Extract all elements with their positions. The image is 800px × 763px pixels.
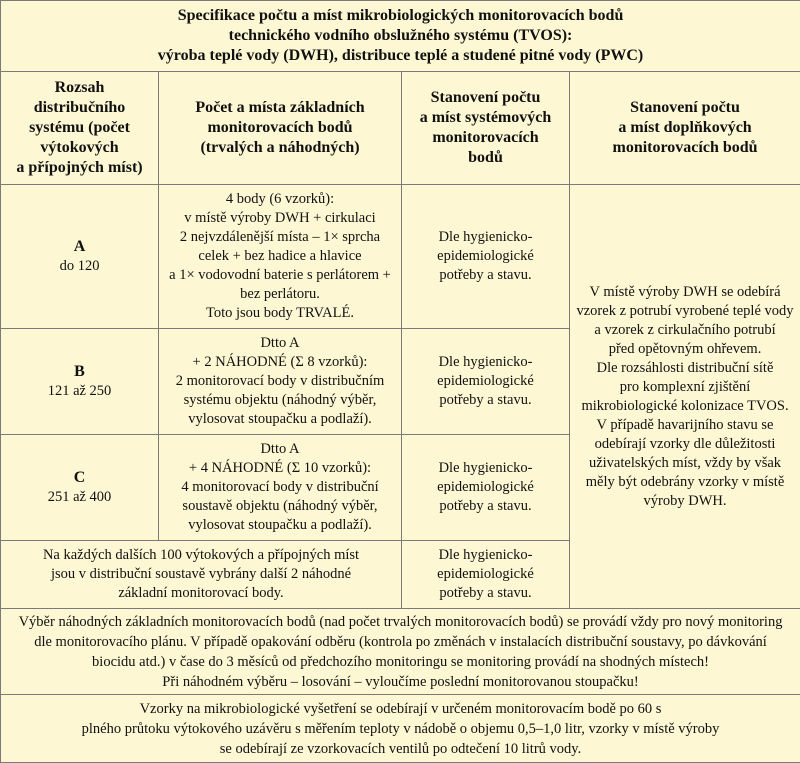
cell-line: Dle hygienicko- — [408, 228, 563, 247]
cell-line: Dtto A — [165, 440, 395, 459]
cell-line: a vzorek z cirkulačního potrubí — [576, 321, 794, 340]
basic-points-c — [159, 435, 402, 541]
cell-line: Dle hygienicko- — [408, 546, 563, 565]
header-range — [1, 72, 159, 185]
note-line: biocidu atd.) v čase do 3 měsíců od předchozího monitoringu se monitoring provádí na shodných místech! — [7, 652, 794, 672]
note-line: Výběr náhodných základních monitorovacích bodů (nad počet trvalých monitorovacích bodů) se provádí vždy pro nový monitoring — [7, 612, 794, 632]
cell-line: potřeby a stavu. — [408, 497, 563, 516]
header-line: Stanovení počtu — [576, 98, 794, 118]
cell-line: soustavě objektu (náhodný výběr, — [165, 497, 395, 516]
table-title — [1, 1, 800, 72]
header-line: monitorovacích bodů — [576, 138, 794, 158]
cell-line: epidemiologické — [408, 478, 563, 497]
extra-points-cell — [1, 541, 402, 609]
cell-line: + 2 NÁHODNÉ (Σ 8 vzorků): — [165, 353, 395, 372]
range-cell-a — [1, 185, 159, 329]
cell-line: uživatelských míst, vždy by však — [576, 454, 794, 473]
range-cell-b — [1, 329, 159, 435]
cell-line: vylosovat stoupačku a podlaží). — [165, 410, 395, 429]
cell-line: V případě havarijního stavu se — [576, 416, 794, 435]
header-line: systému (počet — [7, 118, 152, 138]
cell-line: celek + bez hadice a hlavice — [165, 247, 395, 266]
cell-line: vzorek z potrubí vyrobené teplé vody — [576, 302, 794, 321]
cell-line: 2 nejvzdálenější místa – 1× sprcha — [165, 228, 395, 247]
cell-line: Dtto A — [165, 334, 395, 353]
header-line: monitorovacích — [408, 128, 563, 148]
cell-line: Dle hygienicko- — [408, 459, 563, 478]
cell-line: pro komplexní zjištění — [576, 378, 794, 397]
group-label: A — [7, 237, 152, 257]
group-label: B — [7, 362, 152, 382]
cell-line: jsou v distribuční soustavě vybrány další 2 náhodné — [7, 565, 395, 584]
system-points-a — [402, 185, 570, 329]
basic-points-b — [159, 329, 402, 435]
header-line: Stanovení počtu — [408, 88, 563, 108]
note-line: Vzorky na mikrobiologické vyšetření se odebírají v určeném monitorovacím bodě po 60 s — [7, 699, 794, 719]
header-line: výtokových — [7, 138, 152, 158]
system-points-c — [402, 435, 570, 541]
header-system-points — [402, 72, 570, 185]
note-line: se odebírají ze vzorkovacích ventilů po odtečení 10 litrů vody. — [7, 739, 794, 759]
system-points-extra — [402, 541, 570, 609]
header-line: a přípojných míst) — [7, 158, 152, 178]
cell-line: základní monitorovací body. — [7, 584, 395, 603]
header-line: bodů — [408, 148, 563, 168]
cell-line: 4 body (6 vzorků): — [165, 190, 395, 209]
footnote-sampling — [1, 695, 800, 763]
footnote-random-selection — [1, 609, 800, 695]
range-value: 121 až 250 — [7, 382, 152, 401]
basic-points-a — [159, 185, 402, 329]
cell-line: Dle hygienicko- — [408, 353, 563, 372]
header-line: distribučního — [7, 98, 152, 118]
title-line: technického vodního obslužného systému (TVOS): — [7, 26, 794, 46]
cell-line: v místě výroby DWH + cirkulaci — [165, 209, 395, 228]
note-line: Při náhodném výběru – losování – vyloučíme poslední monitorovanou stoupačku! — [7, 672, 794, 692]
cell-line: a 1× vodovodní baterie s perlátorem + — [165, 266, 395, 285]
header-line: a míst doplňkových — [576, 118, 794, 138]
cell-line: 4 monitorovací body v distribuční — [165, 478, 395, 497]
cell-line: 2 monitorovací body v distribučním — [165, 372, 395, 391]
system-points-b — [402, 329, 570, 435]
header-line: a míst systémových — [408, 108, 563, 128]
cell-line: V místě výroby DWH se odebírá — [576, 283, 794, 302]
cell-line: bez perlátoru. — [165, 285, 395, 304]
cell-line: systému objektu (náhodný výběr, — [165, 391, 395, 410]
note-line: dle monitorovacího plánu. V případě opakování odběru (kontrola po změnách v instalacích distribuční soustavy, po dávkování — [7, 632, 794, 652]
header-line: monitorovacích bodů — [165, 118, 395, 138]
header-basic-points — [159, 72, 402, 185]
cell-line: Dle rozsáhlosti distribuční sítě — [576, 359, 794, 378]
cell-line: epidemiologické — [408, 247, 563, 266]
cell-line: epidemiologické — [408, 565, 563, 584]
range-cell-c — [1, 435, 159, 541]
supplementary-points-cell — [570, 185, 800, 609]
cell-line: vylosovat stoupačku a podlaží). — [165, 516, 395, 535]
range-value: 251 až 400 — [7, 488, 152, 507]
cell-line: Toto jsou body TRVALÉ. — [165, 304, 395, 323]
cell-line: + 4 NÁHODNÉ (Σ 10 vzorků): — [165, 459, 395, 478]
group-label: C — [7, 468, 152, 488]
header-line: Rozsah — [7, 78, 152, 98]
header-line: (trvalých a náhodných) — [165, 138, 395, 158]
cell-line: epidemiologické — [408, 372, 563, 391]
range-value: do 120 — [7, 257, 152, 276]
header-supplementary-points — [570, 72, 800, 185]
cell-line: měly být odebrány vzorky v místě — [576, 473, 794, 492]
title-line: výroba teplé vody (DWH), distribuce teplé a studené pitné vody (PWC) — [7, 46, 794, 66]
cell-line: před opětovným ohřevem. — [576, 340, 794, 359]
cell-line: výroby DWH. — [576, 492, 794, 511]
title-line: Specifikace počtu a míst mikrobiologických monitorovacích bodů — [7, 6, 794, 26]
cell-line: mikrobiologické kolonizace TVOS. — [576, 397, 794, 416]
cell-line: potřeby a stavu. — [408, 391, 563, 410]
note-line: plného průtoku výtokového uzávěru s měřením teploty v nádobě o objemu 0,5–1,0 litr, vzorky v místě výroby — [7, 719, 794, 739]
header-line: Počet a místa základních — [165, 98, 395, 118]
cell-line: potřeby a stavu. — [408, 584, 563, 603]
cell-line: potřeby a stavu. — [408, 266, 563, 285]
cell-line: Na každých dalších 100 výtokových a přípojných míst — [7, 546, 395, 565]
cell-line: odebírají vzorky dle důležitosti — [576, 435, 794, 454]
